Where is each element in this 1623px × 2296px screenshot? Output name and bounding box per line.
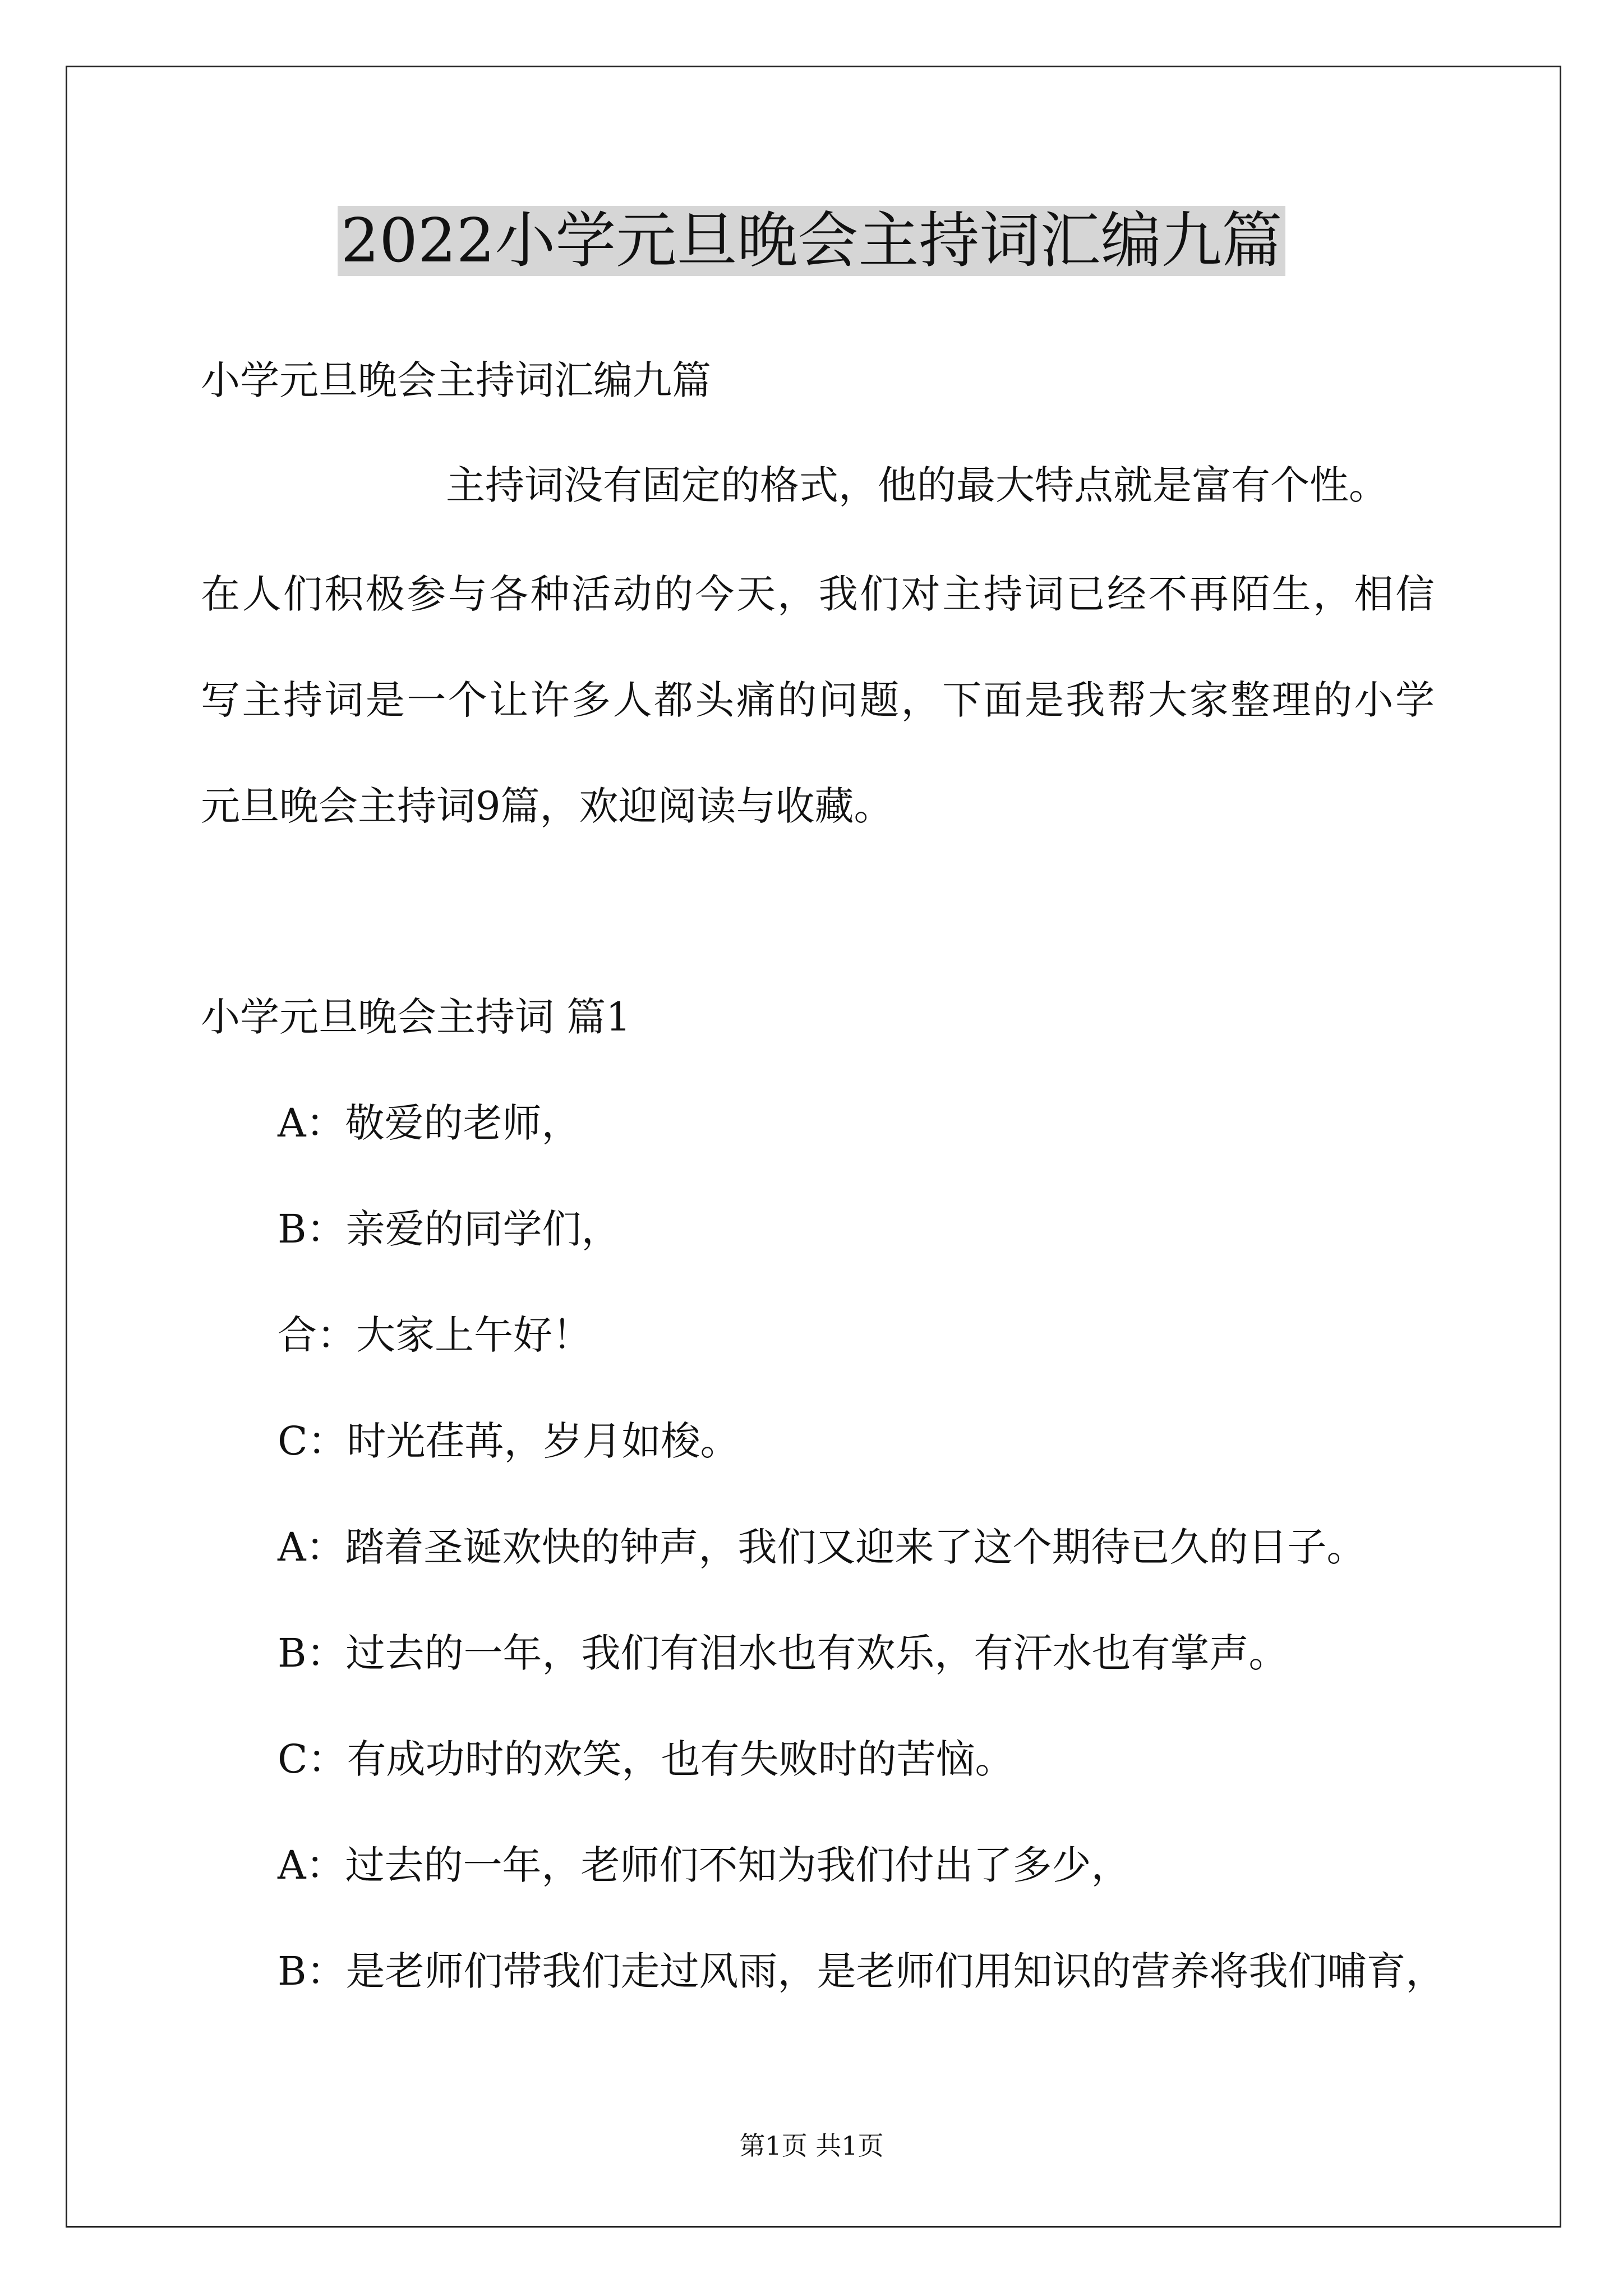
section-heading: 小学元旦晚会主持词 篇1: [201, 994, 631, 1040]
intro-line-1: 主持词没有固定的格式，他的最大特点就是富有个性。: [446, 462, 1388, 508]
intro-line-2: 在人们积极参与各种活动的今天，我们对主持词已经不再陌生，相信: [201, 571, 1435, 617]
intro-line-4: 元旦晚会主持词9篇，欢迎阅读与收藏。: [201, 783, 893, 829]
document-subtitle: 小学元旦晚会主持词汇编九篇: [201, 357, 711, 403]
page-footer: 第1页 共1页: [739, 2131, 884, 2161]
intro-line-3: 写主持词是一个让许多人都头痛的问题，下面是我帮大家整理的小学: [201, 677, 1435, 723]
dialog-line-9: B：是老师们带我们走过风雨，是老师们用知识的营养将我们哺育，: [278, 1948, 1445, 1994]
document-title: [0, 199, 1623, 283]
dialog-line-5: A：踏着圣诞欢快的钟声，我们又迎来了这个期待已久的日子。: [278, 1524, 1366, 1570]
dialog-line-2: B：亲爱的同学们，: [278, 1206, 621, 1252]
dialog-line-7: C：有成功时的欢笑，也有失败时的苦恼。: [278, 1736, 1015, 1782]
dialog-line-6: B：过去的一年，我们有泪水也有欢乐，有汗水也有掌声。: [278, 1630, 1288, 1676]
document-title-text: 2022小学元旦晚会主持词汇编九篇: [338, 206, 1286, 276]
dialog-line-1: A：敬爱的老师，: [278, 1100, 581, 1146]
dialog-line-8: A：过去的一年，老师们不知为我们付出了多少，: [278, 1842, 1131, 1888]
dialog-line-3: 合：大家上午好！: [278, 1312, 592, 1358]
dialog-line-4: C：时光荏苒，岁月如梭。: [278, 1418, 740, 1464]
